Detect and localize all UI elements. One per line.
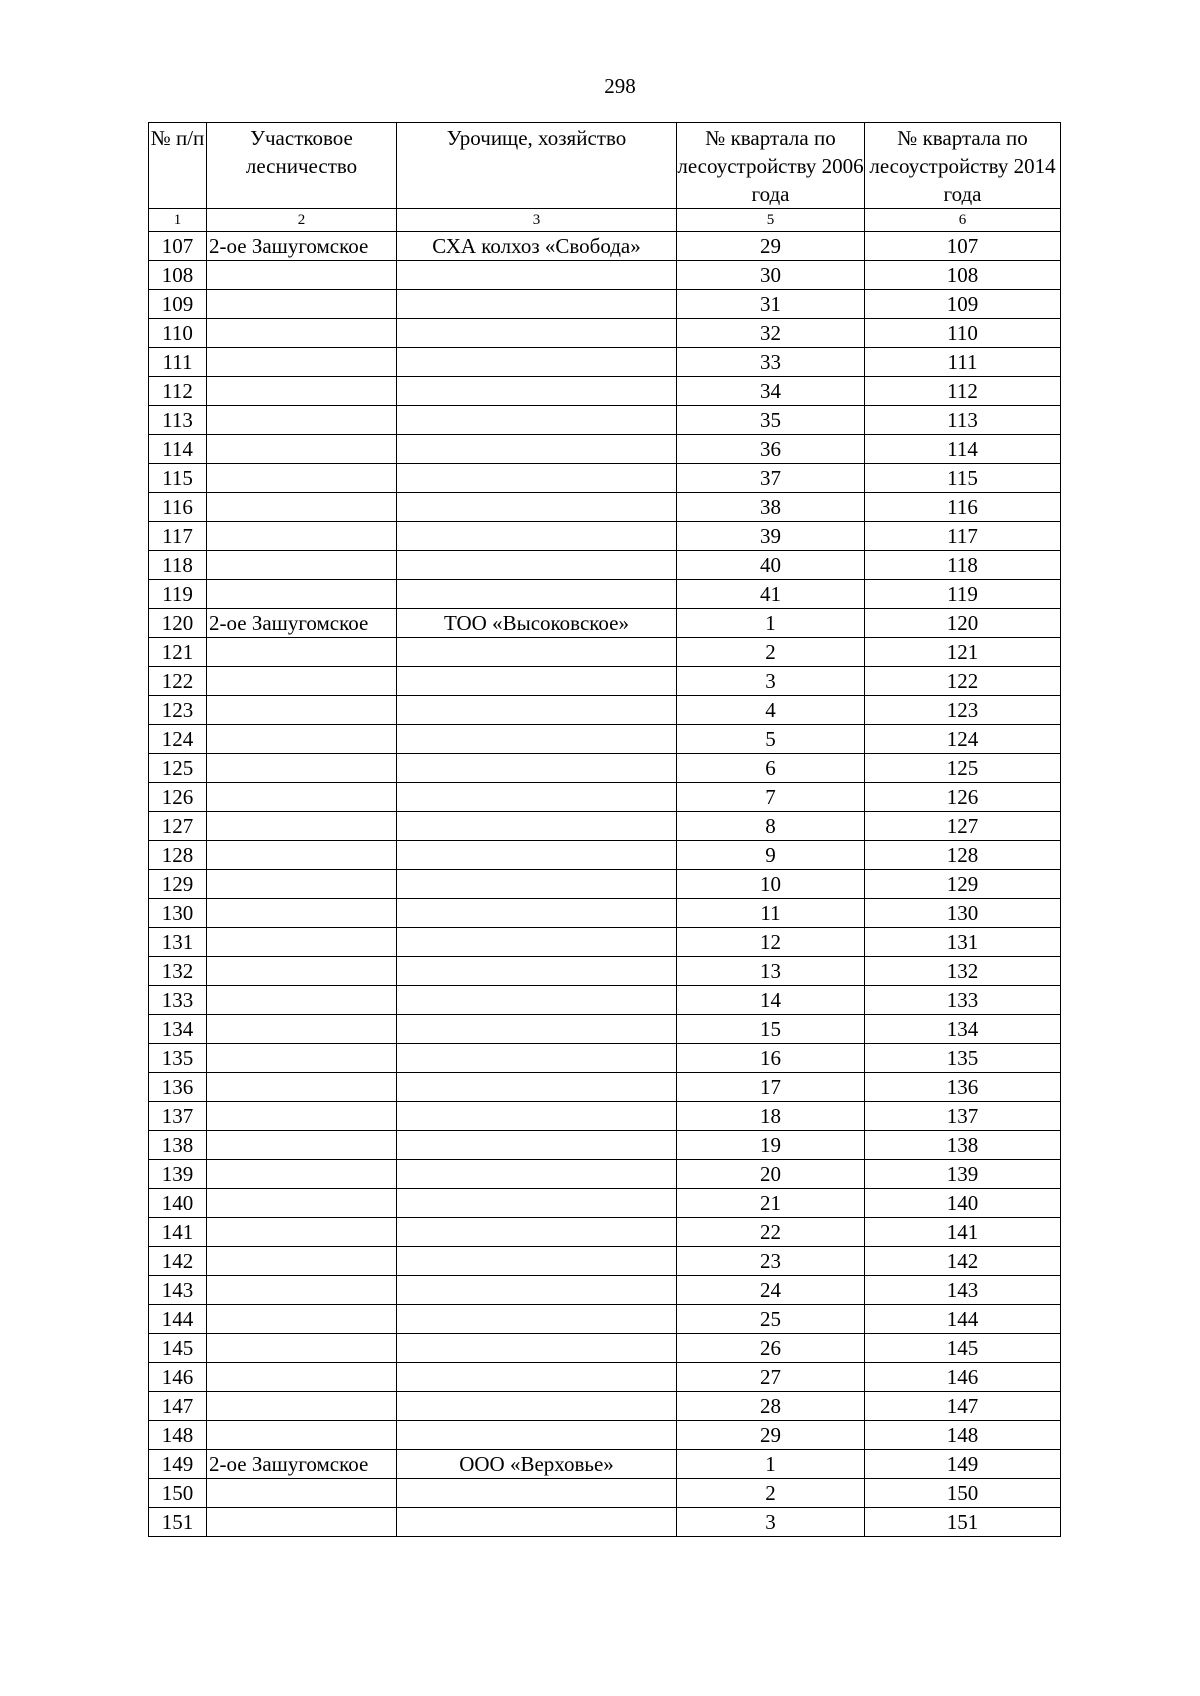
cell-forestry: [207, 783, 397, 812]
header-quarter-2006: № квартала по лесоустройству 2006 года: [677, 123, 865, 209]
column-number: 3: [397, 209, 677, 232]
cell-row-number: 150: [149, 1479, 207, 1508]
cell-forestry: [207, 522, 397, 551]
cell-quarter-2006: 12: [677, 928, 865, 957]
cell-quarter-2006: 15: [677, 1015, 865, 1044]
cell-row-number: 118: [149, 551, 207, 580]
table-row: [149, 899, 1061, 928]
cell-row-number: 125: [149, 754, 207, 783]
cell-tract-farm: [397, 1479, 677, 1508]
cell-row-number: 137: [149, 1102, 207, 1131]
cell-quarter-2006: 28: [677, 1392, 865, 1421]
cell-row-number: 131: [149, 928, 207, 957]
cell-quarter-2006: 21: [677, 1189, 865, 1218]
table-row: [149, 377, 1061, 406]
table-row: [149, 1276, 1061, 1305]
table-body: [149, 232, 1061, 1537]
cell-forestry: [207, 1334, 397, 1363]
table-row: [149, 1044, 1061, 1073]
cell-row-number: 123: [149, 696, 207, 725]
table-row: [149, 1189, 1061, 1218]
cell-tract-farm: [397, 1305, 677, 1334]
cell-quarter-2014: 113: [865, 406, 1061, 435]
cell-quarter-2014: 125: [865, 754, 1061, 783]
table-row: [149, 1131, 1061, 1160]
cell-quarter-2006: 20: [677, 1160, 865, 1189]
cell-quarter-2006: 19: [677, 1131, 865, 1160]
cell-row-number: 111: [149, 348, 207, 377]
cell-forestry: [207, 812, 397, 841]
header-forestry: Участковое лесничество: [207, 123, 397, 209]
cell-tract-farm: [397, 522, 677, 551]
cell-quarter-2006: 17: [677, 1073, 865, 1102]
cell-tract-farm: [397, 725, 677, 754]
cell-tract-farm: [397, 290, 677, 319]
cell-tract-farm: [397, 754, 677, 783]
cell-forestry: [207, 319, 397, 348]
table-row: [149, 870, 1061, 899]
cell-quarter-2006: 29: [677, 232, 865, 261]
cell-tract-farm: [397, 986, 677, 1015]
cell-forestry: [207, 1421, 397, 1450]
cell-row-number: 110: [149, 319, 207, 348]
cell-quarter-2006: 23: [677, 1247, 865, 1276]
cell-quarter-2014: 108: [865, 261, 1061, 290]
cell-quarter-2014: 148: [865, 1421, 1061, 1450]
cell-forestry: [207, 261, 397, 290]
cell-quarter-2014: 133: [865, 986, 1061, 1015]
cell-quarter-2014: 135: [865, 1044, 1061, 1073]
cell-forestry: [207, 928, 397, 957]
table-row: [149, 580, 1061, 609]
cell-tract-farm: [397, 435, 677, 464]
cell-quarter-2014: 124: [865, 725, 1061, 754]
cell-quarter-2006: 2: [677, 638, 865, 667]
cell-tract-farm: [397, 696, 677, 725]
cell-row-number: 108: [149, 261, 207, 290]
cell-tract-farm: [397, 580, 677, 609]
cell-forestry: [207, 725, 397, 754]
table-row: [149, 261, 1061, 290]
table-row: [149, 841, 1061, 870]
cell-quarter-2014: 130: [865, 899, 1061, 928]
cell-forestry: [207, 1044, 397, 1073]
cell-row-number: 140: [149, 1189, 207, 1218]
cell-row-number: 129: [149, 870, 207, 899]
cell-quarter-2006: 18: [677, 1102, 865, 1131]
cell-forestry: 2-ое Зашугомское: [207, 232, 397, 261]
cell-row-number: 147: [149, 1392, 207, 1421]
cell-tract-farm: [397, 1247, 677, 1276]
cell-quarter-2014: 127: [865, 812, 1061, 841]
table-row: [149, 725, 1061, 754]
cell-tract-farm: [397, 812, 677, 841]
cell-quarter-2014: 123: [865, 696, 1061, 725]
table-row: [149, 609, 1061, 638]
cell-tract-farm: [397, 1276, 677, 1305]
table-row: [149, 1479, 1061, 1508]
cell-quarter-2014: 132: [865, 957, 1061, 986]
cell-forestry: [207, 580, 397, 609]
cell-quarter-2014: 149: [865, 1450, 1061, 1479]
cell-forestry: [207, 1073, 397, 1102]
cell-quarter-2014: 107: [865, 232, 1061, 261]
cell-quarter-2006: 1: [677, 609, 865, 638]
column-number: 6: [865, 209, 1061, 232]
cell-quarter-2006: 7: [677, 783, 865, 812]
table-row: [149, 290, 1061, 319]
cell-row-number: 134: [149, 1015, 207, 1044]
header-quarter-2014: № квартала по лесоустройству 2014 года: [865, 123, 1061, 209]
cell-quarter-2014: 144: [865, 1305, 1061, 1334]
cell-tract-farm: [397, 1131, 677, 1160]
cell-tract-farm: [397, 1189, 677, 1218]
cell-quarter-2006: 31: [677, 290, 865, 319]
cell-forestry: [207, 1363, 397, 1392]
cell-forestry: [207, 696, 397, 725]
cell-forestry: 2-ое Зашугомское: [207, 609, 397, 638]
cell-forestry: [207, 1189, 397, 1218]
cell-forestry: [207, 638, 397, 667]
cell-quarter-2014: 140: [865, 1189, 1061, 1218]
cell-row-number: 112: [149, 377, 207, 406]
cell-tract-farm: [397, 406, 677, 435]
cell-tract-farm: [397, 667, 677, 696]
cell-quarter-2014: 117: [865, 522, 1061, 551]
cell-row-number: 151: [149, 1508, 207, 1537]
cell-quarter-2006: 14: [677, 986, 865, 1015]
cell-quarter-2006: 34: [677, 377, 865, 406]
cell-quarter-2006: 5: [677, 725, 865, 754]
cell-forestry: [207, 1247, 397, 1276]
cell-quarter-2006: 3: [677, 1508, 865, 1537]
cell-tract-farm: [397, 348, 677, 377]
cell-forestry: [207, 986, 397, 1015]
table-row: [149, 1392, 1061, 1421]
header-row-number: № п/п: [149, 123, 207, 209]
cell-tract-farm: [397, 841, 677, 870]
table-row: [149, 493, 1061, 522]
table-row: [149, 1508, 1061, 1537]
cell-forestry: [207, 957, 397, 986]
table-row: [149, 551, 1061, 580]
cell-forestry: [207, 377, 397, 406]
cell-row-number: 107: [149, 232, 207, 261]
cell-quarter-2006: 25: [677, 1305, 865, 1334]
cell-row-number: 139: [149, 1160, 207, 1189]
table-row: [149, 464, 1061, 493]
cell-quarter-2014: 150: [865, 1479, 1061, 1508]
table-row: [149, 1015, 1061, 1044]
cell-row-number: 113: [149, 406, 207, 435]
table-row: [149, 754, 1061, 783]
cell-quarter-2006: 3: [677, 667, 865, 696]
cell-row-number: 122: [149, 667, 207, 696]
header-row: [149, 123, 1061, 209]
cell-quarter-2014: 119: [865, 580, 1061, 609]
cell-quarter-2006: 26: [677, 1334, 865, 1363]
cell-tract-farm: [397, 899, 677, 928]
cell-quarter-2006: 10: [677, 870, 865, 899]
cell-row-number: 145: [149, 1334, 207, 1363]
cell-forestry: [207, 754, 397, 783]
cell-quarter-2006: 30: [677, 261, 865, 290]
cell-quarter-2014: 109: [865, 290, 1061, 319]
cell-quarter-2006: 39: [677, 522, 865, 551]
cell-quarter-2006: 6: [677, 754, 865, 783]
cell-quarter-2014: 142: [865, 1247, 1061, 1276]
cell-quarter-2006: 33: [677, 348, 865, 377]
table-row: [149, 783, 1061, 812]
cell-tract-farm: [397, 1160, 677, 1189]
cell-quarter-2014: 134: [865, 1015, 1061, 1044]
cell-row-number: 130: [149, 899, 207, 928]
cell-tract-farm: ООО «Верховье»: [397, 1450, 677, 1479]
cell-tract-farm: [397, 1508, 677, 1537]
table-row: [149, 986, 1061, 1015]
table-row: [149, 1073, 1061, 1102]
cell-row-number: 128: [149, 841, 207, 870]
cell-tract-farm: [397, 319, 677, 348]
cell-quarter-2006: 16: [677, 1044, 865, 1073]
cell-row-number: 117: [149, 522, 207, 551]
cell-tract-farm: [397, 1334, 677, 1363]
cell-forestry: [207, 1392, 397, 1421]
cell-quarter-2006: 9: [677, 841, 865, 870]
column-number: 1: [149, 209, 207, 232]
cell-forestry: [207, 667, 397, 696]
cell-forestry: [207, 1305, 397, 1334]
cell-row-number: 135: [149, 1044, 207, 1073]
cell-tract-farm: [397, 1102, 677, 1131]
cell-row-number: 115: [149, 464, 207, 493]
table-row: [149, 1363, 1061, 1392]
cell-quarter-2014: 112: [865, 377, 1061, 406]
cell-forestry: [207, 1508, 397, 1537]
table-row: [149, 1450, 1061, 1479]
cell-row-number: 149: [149, 1450, 207, 1479]
cell-quarter-2006: 1: [677, 1450, 865, 1479]
cell-quarter-2014: 126: [865, 783, 1061, 812]
cell-quarter-2014: 146: [865, 1363, 1061, 1392]
cell-quarter-2006: 37: [677, 464, 865, 493]
cell-quarter-2006: 4: [677, 696, 865, 725]
cell-row-number: 120: [149, 609, 207, 638]
cell-tract-farm: [397, 1044, 677, 1073]
cell-forestry: [207, 406, 397, 435]
cell-forestry: [207, 1479, 397, 1508]
cell-row-number: 116: [149, 493, 207, 522]
cell-quarter-2006: 29: [677, 1421, 865, 1450]
cell-forestry: [207, 870, 397, 899]
cell-row-number: 119: [149, 580, 207, 609]
cell-quarter-2006: 32: [677, 319, 865, 348]
table-row: [149, 1305, 1061, 1334]
cell-row-number: 138: [149, 1131, 207, 1160]
cell-tract-farm: [397, 957, 677, 986]
cell-tract-farm: [397, 1073, 677, 1102]
cell-forestry: [207, 1102, 397, 1131]
cell-row-number: 124: [149, 725, 207, 754]
cell-tract-farm: [397, 1392, 677, 1421]
cell-quarter-2014: 116: [865, 493, 1061, 522]
cell-row-number: 148: [149, 1421, 207, 1450]
cell-quarter-2006: 41: [677, 580, 865, 609]
cell-quarter-2006: 13: [677, 957, 865, 986]
cell-quarter-2014: 141: [865, 1218, 1061, 1247]
cell-quarter-2014: 110: [865, 319, 1061, 348]
cell-tract-farm: [397, 928, 677, 957]
table-row: [149, 957, 1061, 986]
cell-forestry: [207, 290, 397, 319]
cell-quarter-2014: 143: [865, 1276, 1061, 1305]
cell-row-number: 127: [149, 812, 207, 841]
table-row: [149, 232, 1061, 261]
cell-forestry: [207, 435, 397, 464]
cell-forestry: [207, 464, 397, 493]
table-row: [149, 696, 1061, 725]
cell-forestry: [207, 1015, 397, 1044]
column-number-row: [149, 209, 1061, 232]
cell-tract-farm: [397, 493, 677, 522]
page-number: 298: [604, 74, 636, 98]
cell-quarter-2014: 121: [865, 638, 1061, 667]
cell-quarter-2006: 38: [677, 493, 865, 522]
cell-tract-farm: [397, 638, 677, 667]
cell-quarter-2006: 35: [677, 406, 865, 435]
cell-tract-farm: [397, 783, 677, 812]
cell-quarter-2014: 137: [865, 1102, 1061, 1131]
cell-tract-farm: [397, 464, 677, 493]
cell-tract-farm: [397, 870, 677, 899]
cell-forestry: [207, 1131, 397, 1160]
cell-row-number: 141: [149, 1218, 207, 1247]
table-row: [149, 1421, 1061, 1450]
header-tract-farm: Урочище, хозяйство: [397, 123, 677, 209]
cell-tract-farm: [397, 1218, 677, 1247]
cell-quarter-2014: 118: [865, 551, 1061, 580]
cell-row-number: 121: [149, 638, 207, 667]
cell-forestry: [207, 493, 397, 522]
cell-quarter-2014: 120: [865, 609, 1061, 638]
cell-quarter-2006: 11: [677, 899, 865, 928]
cell-row-number: 133: [149, 986, 207, 1015]
cell-quarter-2006: 40: [677, 551, 865, 580]
cell-quarter-2014: 136: [865, 1073, 1061, 1102]
table-row: [149, 348, 1061, 377]
cell-quarter-2014: 138: [865, 1131, 1061, 1160]
cell-row-number: 109: [149, 290, 207, 319]
table-row: [149, 406, 1061, 435]
cell-row-number: 146: [149, 1363, 207, 1392]
table-row: [149, 1218, 1061, 1247]
cell-row-number: 114: [149, 435, 207, 464]
cell-forestry: [207, 1218, 397, 1247]
cell-quarter-2014: 151: [865, 1508, 1061, 1537]
cell-tract-farm: [397, 551, 677, 580]
cell-quarter-2014: 139: [865, 1160, 1061, 1189]
cell-quarter-2014: 147: [865, 1392, 1061, 1421]
cell-quarter-2006: 24: [677, 1276, 865, 1305]
cell-tract-farm: [397, 1421, 677, 1450]
cell-quarter-2006: 2: [677, 1479, 865, 1508]
cell-tract-farm: ТОО «Высоковское»: [397, 609, 677, 638]
cell-forestry: [207, 899, 397, 928]
cell-quarter-2006: 36: [677, 435, 865, 464]
cell-quarter-2006: 27: [677, 1363, 865, 1392]
table-row: [149, 812, 1061, 841]
table-row: [149, 435, 1061, 464]
cell-forestry: [207, 348, 397, 377]
cell-tract-farm: [397, 1363, 677, 1392]
cell-tract-farm: [397, 261, 677, 290]
cell-quarter-2006: 8: [677, 812, 865, 841]
cell-quarter-2014: 129: [865, 870, 1061, 899]
cell-forestry: [207, 841, 397, 870]
cell-quarter-2006: 22: [677, 1218, 865, 1247]
cell-forestry: 2-ое Зашугомское: [207, 1450, 397, 1479]
cell-forestry: [207, 1276, 397, 1305]
column-number: 2: [207, 209, 397, 232]
cell-quarter-2014: 115: [865, 464, 1061, 493]
cell-tract-farm: [397, 1015, 677, 1044]
cell-quarter-2014: 128: [865, 841, 1061, 870]
cell-row-number: 144: [149, 1305, 207, 1334]
cell-tract-farm: СХА колхоз «Свобода»: [397, 232, 677, 261]
cell-row-number: 126: [149, 783, 207, 812]
cell-forestry: [207, 551, 397, 580]
cell-row-number: 136: [149, 1073, 207, 1102]
table-row: [149, 928, 1061, 957]
cell-quarter-2014: 145: [865, 1334, 1061, 1363]
cell-quarter-2014: 131: [865, 928, 1061, 957]
quarter-correspondence-table: [148, 122, 1061, 1537]
table-row: [149, 522, 1061, 551]
column-number: 5: [677, 209, 865, 232]
cell-quarter-2014: 122: [865, 667, 1061, 696]
cell-quarter-2014: 111: [865, 348, 1061, 377]
cell-row-number: 132: [149, 957, 207, 986]
table-row: [149, 319, 1061, 348]
table-row: [149, 638, 1061, 667]
cell-forestry: [207, 1160, 397, 1189]
table-row: [149, 1334, 1061, 1363]
table-row: [149, 1102, 1061, 1131]
cell-row-number: 143: [149, 1276, 207, 1305]
cell-quarter-2014: 114: [865, 435, 1061, 464]
cell-row-number: 142: [149, 1247, 207, 1276]
table-row: [149, 1160, 1061, 1189]
table-row: [149, 667, 1061, 696]
table-row: [149, 1247, 1061, 1276]
cell-tract-farm: [397, 377, 677, 406]
